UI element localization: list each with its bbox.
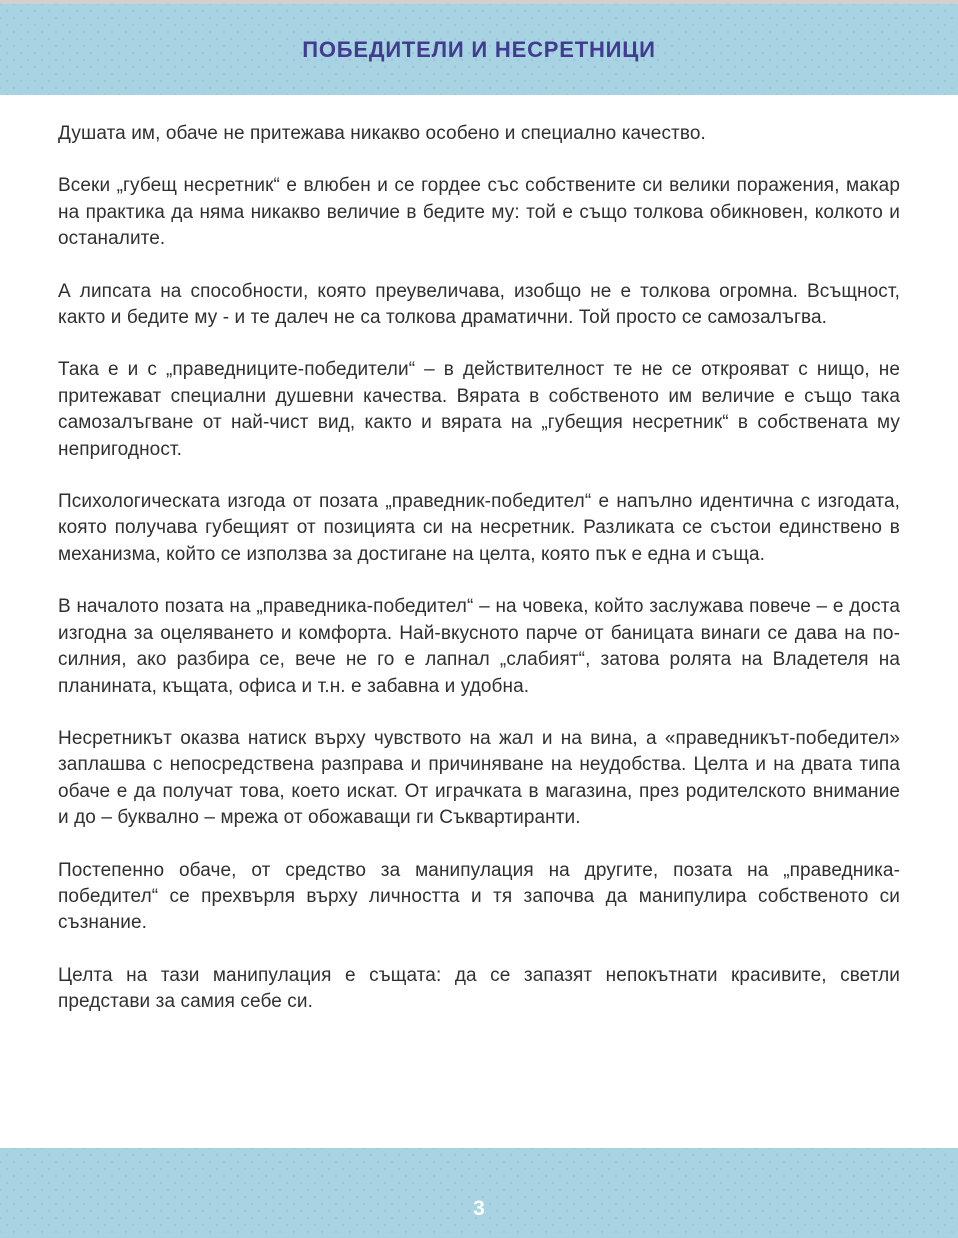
paragraph: Несретникът оказва натиск върху чувството на жал и на вина, а «праведникът-победител» заплашва с непосредствена разправа и причиняване на неудобства. Целта и на двата типа обаче е да получат това, което искат. От играчката в магазина, през родителското внимание и до – буквално – мрежа от обожаващи ги Съквартиранти. [58, 727, 900, 829]
paragraph: Душата им, обаче не притежава никакво особено и специално качество. [58, 123, 706, 144]
paragraph: Психологическата изгода от позата „праведник-победител“ е напълно идентична с изгодата, която получава губещият от позицията си на несретник. Разликата се състои единствено в механизма, който се използва за достигане на целта, която пък е една и съща. [58, 491, 900, 565]
paragraph: Така е и с „праведниците-победители“ – в действителност те не се открояват с нищо, не притежават специални душевни качества. Вярата в собственото им величие е също така самозалъгване от най-чист вид, както и вярата на „губещия несретник“ в собствената му непригодност. [58, 359, 900, 460]
paragraph: Постепенно обаче, от средство за манипулация на другите, позата на „праведника-победител“ се прехвърля върху личността и тя започва да манипулира собственото си съзнание. [58, 859, 900, 934]
paragraph: Целта на тази манипулация е същата: да се запазят непокътнати красивите, светли представи за самия себе си. [58, 964, 900, 1013]
paragraph: В началото позата на „праведника-победител“ – на човека, който заслужава повече – е доста изгодна за оцеляването и комфорта. Най-вкусното парче от баницата винаги се дава на по-силния, ако разбира се, вече не го е лапнал „слабият“, затова ролята на Владетеля на планината, къщата, офиса и т.н. е забавна и удобна. [58, 596, 900, 697]
paragraph: А липсата на способности, която преувеличава, изобщо не е толкова огромна. Всъщност, както и бедите му - и те далеч не са толкова драматични. Той просто се самозалъгва. [58, 280, 900, 329]
paragraph: Всеки „губещ несретник“ е влюбен и се гордее със собствените си велики поражения, макар на практика да няма никакво величие в бедите му: той е също толкова обикновен, колкото и останалите. [58, 175, 900, 250]
chapter-title: ПОБЕДИТЕЛИ И НЕСРЕТНИЦИ [302, 36, 656, 62]
page-header [0, 4, 958, 95]
page-content [0, 95, 958, 1148]
page-footer [0, 1148, 958, 1238]
page-number: 3 [473, 1196, 485, 1220]
